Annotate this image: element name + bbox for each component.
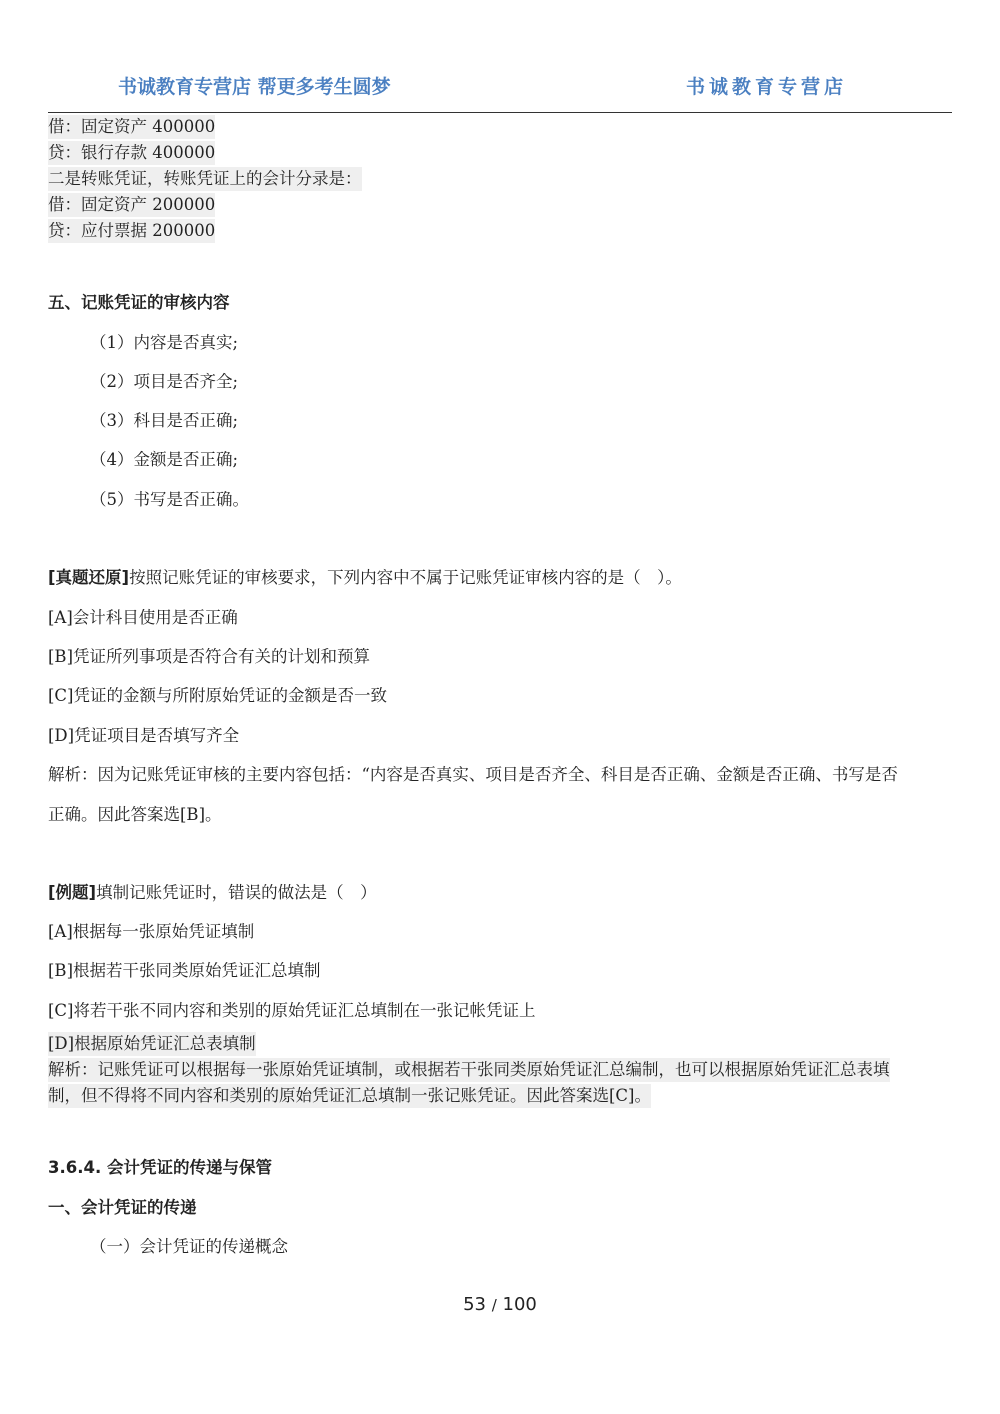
option-d: [D]凭证项目是否填写齐全 <box>48 726 240 745</box>
entry-line: 贷：银行存款 400000 <box>48 141 215 165</box>
entry-line: 借：固定资产 400000 <box>48 115 215 139</box>
option-d: [D]根据原始凭证汇总表填制 <box>48 1032 256 1056</box>
analysis-line: 解析：因为记账凭证审核的主要内容包括：“内容是否真实、项目是否齐全、科目是否正确、金额是否正确、书写是否 <box>48 765 898 784</box>
section-heading: 五、记账凭证的审核内容 <box>48 293 230 312</box>
section-heading: 3.6.4. 会计凭证的传递与保管 <box>48 1158 272 1177</box>
option-a: [A]会计科目使用是否正确 <box>48 608 238 627</box>
entry-line: 贷：应付票据 200000 <box>48 219 215 243</box>
list-item: （2）项目是否齐全; <box>90 372 239 391</box>
header-right-title: 书诚教育专营店 <box>685 76 847 98</box>
entry-line: 借：固定资产 200000 <box>48 193 215 217</box>
list-item: （3）科目是否正确; <box>90 411 239 430</box>
analysis-line: 制，但不得将不同内容和类别的原始凭证汇总填制一张记账凭证。因此答案选[C]。 <box>48 1084 651 1108</box>
header-rule <box>48 112 952 113</box>
question-text: 按照记账凭证的审核要求，下列内容中不属于记账凭证审核内容的是（ ）。 <box>129 568 682 587</box>
question-tag: [例题] <box>48 883 97 902</box>
subsection-heading: 一、会计凭证的传递 <box>48 1198 197 1217</box>
analysis-line: 正确。因此答案选[B]。 <box>48 805 222 824</box>
page-number: 53 / 100 <box>463 1294 537 1315</box>
analysis-line: 解析：记账凭证可以根据每一张原始凭证填制，或根据若干张同类原始凭证汇总编制，也可以根据原始凭证汇总表填 <box>48 1058 890 1082</box>
option-c: [C]凭证的金额与所附原始凭证的金额是否一致 <box>48 686 387 705</box>
option-c: [C]将若干张不同内容和类别的原始凭证汇总填制在一张记帐凭证上 <box>48 1001 536 1020</box>
option-a: [A]根据每一张原始凭证填制 <box>48 922 255 941</box>
option-b: [B]凭证所列事项是否符合有关的计划和预算 <box>48 647 370 666</box>
list-item: （5）书写是否正确。 <box>90 490 249 509</box>
question-1 <box>48 566 682 590</box>
list-item: （4）金额是否正确; <box>90 450 239 469</box>
question-tag: [真题还原] <box>48 568 130 587</box>
question-text: 填制记账凭证时，错误的做法是（ ） <box>96 883 377 902</box>
list-item: （一）会计凭证的传递概念 <box>90 1237 288 1256</box>
entry-line: 二是转账凭证，转账凭证上的会计分录是： <box>48 167 362 191</box>
header-left-title: 书诚教育专营店 帮更多考生圆梦 <box>118 76 391 98</box>
option-b: [B]根据若干张同类原始凭证汇总填制 <box>48 961 321 980</box>
question-2 <box>48 881 377 905</box>
list-item: （1）内容是否真实; <box>90 333 239 352</box>
